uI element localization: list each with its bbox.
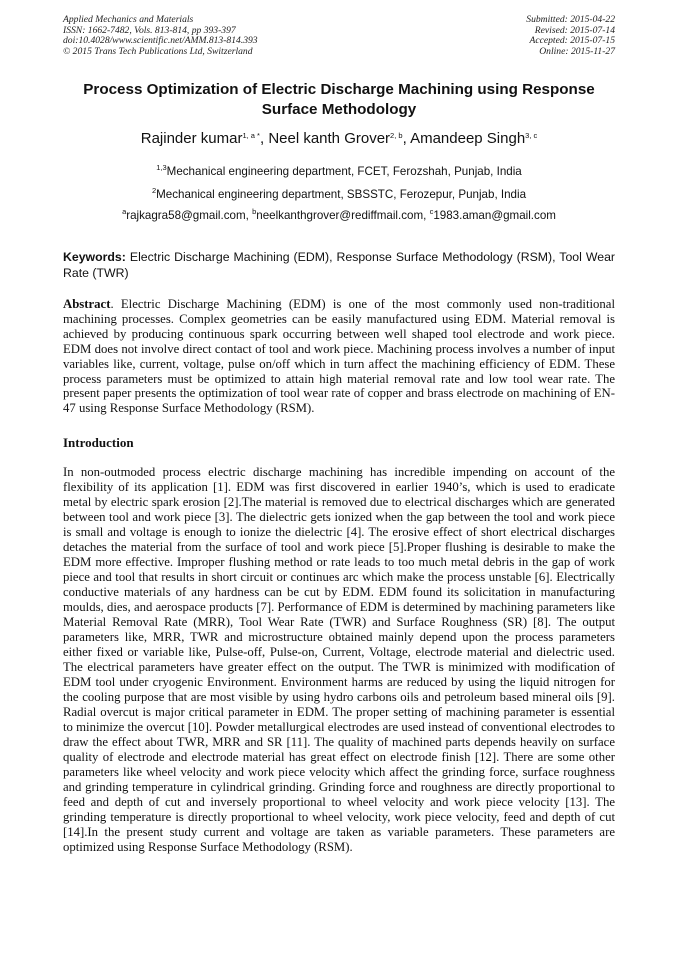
introduction-paragraph: In non-outmoded process electric discharge machining has incredible impending on account of the flexibility of its application [1]. EDM was first discovered in earlier 1940’s, which is used to eradicate metal by electric spark erosion [2].The material is removed due to electrical discharges which are generated between tool and work piece [3]. The dielectric gets ionized when the gap between the tool and work piece is small and voltage is enough to ionize the dielectric [4]. The erosive effect of short electrical discharges detaches the material from the surface of tool and work piece [5].Proper flushing is desirable to make the EDM more effective. Improper flushing method or rate leads to too much metal debris in the gap of work piece and tool that results in short circuit or continues arc which make the process unstable [6]. Electrically conductive materials of any hardness can be cut by EDM. EDM found its solicitation in manufacturing moulds, dies, and aerospace products [7]. Performance of EDM is determined by machining parameters like Material Removal Rate (MRR), Tool Wear Rate (TWR) and Surface Roughness (SR) [8]. The output parameters like, MRR, TWR and microstructure obtained mainly depend upon the process parameters either fixed or variable like, Pulse-off, Pulse-on, Current, Voltage, electrode material and dielectric used. The electrical parameters have greater effect on the output. The TWR is minimized with modification of EDM tool under cryogenic Environment. Environment harms are reduced by using the liquid nitrogen for the cooling purpose that are most visible by using hydro carbons oils and petroleum based mineral oils [9]. Radial overcut is major critical parameter in EDM. The proper setting of machining parameter is essential to minimize the overcut [10]. Powder metallurgical electrodes are used instead of conventional electrodes to draw the effect about TWR, MRR and SR [11]. The quality of machined parts depends heavily on surface quality of electrode and electrode material has great effect on electrode finish [12]. There are some other parameters like wheel velocity and work piece velocity which affect the grinding force, surface roughness and grinding temperature in cylindrical grinding. Grinding force and roughness are directly proportional to feed and depth of cut and inversely proportional to wheel velocity and work piece velocity [13]. The grinding temperature is directly proportional to wheel velocity, work piece velocity, feed and depth of cut [14].In the present study current and voltage are taken as variable parameters. These parameters are optimized using Response Surface Methodology (RSM). xyxy=(63,465,615,854)
abstract xyxy=(63,297,615,416)
online-date: Online: 2015-11-27 xyxy=(539,45,615,57)
publication-dates xyxy=(526,15,615,57)
email-superscript: c xyxy=(429,207,434,216)
revised-date: Revised: 2015-07-14 xyxy=(534,24,615,36)
accepted-date: Accepted: 2015-07-15 xyxy=(529,35,615,47)
author-name: Neel kanth Grover xyxy=(268,130,391,147)
copyright: © 2015 Trans Tech Publications Ltd, Switzerland xyxy=(63,45,253,57)
author-superscript: 1, a * xyxy=(242,131,260,140)
author-superscript: 3, c xyxy=(525,131,538,140)
affiliation-superscript: 2 xyxy=(151,186,157,195)
author-superscript: 2, b xyxy=(390,131,403,140)
keywords-label: Keywords: xyxy=(63,250,126,264)
email-separator: , xyxy=(423,209,430,222)
doi: doi:10.4028/www.scientific.net/AMM.813-814.393 xyxy=(63,35,258,47)
affiliation xyxy=(63,188,615,202)
author-list xyxy=(63,130,615,148)
abstract-text: . Electric Discharge Machining (EDM) is one of the most commonly used non-traditional machining processes. Complex geometries can be easily manufactured using EDM. Material removal is achieved by producing continuous spark occurring between well shaped tool electrode and work piece. EDM does not involve direct contact of tool and work piece. Machining process involves a number of input variables like, current, voltage, pulse on/off which in turn affect the machining efficiency of EDM. These process parameters must be optimized to attain high material removal rate and low tool wear rate. The present paper presents the optimization of tool wear rate of copper and brass electrode on machining of EN-47 using Response Surface Methodology (RSM). xyxy=(63,297,615,416)
email-separator: , xyxy=(245,209,253,222)
paper-title: Process Optimization of Electric Discharge Machining using Response Surface Methodology xyxy=(83,81,595,118)
email-list xyxy=(63,209,615,223)
keywords-text: Electric Discharge Machining (EDM), Response Surface Methodology (RSM), Tool Wear Rate (TWR) xyxy=(63,250,616,280)
affiliation-text: Mechanical engineering department, SBSSTC, Ferozepur, Punjab, India xyxy=(156,188,527,201)
email-superscript: a xyxy=(122,207,127,216)
author-name: Rajinder kumar xyxy=(140,130,243,147)
affiliation xyxy=(63,165,615,179)
email-address[interactable]: neelkanthgrover@rediffmail.com xyxy=(256,209,424,222)
email-address[interactable]: 1983.aman@gmail.com xyxy=(433,209,556,222)
affiliation-superscript: 1,3 xyxy=(156,163,167,172)
journal-name: Applied Mechanics and Materials xyxy=(63,14,194,25)
author-name: Amandeep Singh xyxy=(410,130,526,147)
author-separator: , xyxy=(259,130,269,147)
author-separator: , xyxy=(402,130,411,147)
email-address[interactable]: rajkagra58@gmail.com xyxy=(126,209,246,222)
affiliation-text: Mechanical engineering department, FCET, Ferozshah, Punjab, India xyxy=(166,165,522,178)
abstract-label: Abstract xyxy=(63,297,111,311)
journal-info xyxy=(63,15,258,57)
issn: ISSN: 1662-7482, Vols. 813-814, pp 393-397 xyxy=(63,24,236,36)
introduction-heading: Introduction xyxy=(63,435,134,450)
keywords xyxy=(63,250,615,281)
submitted-date: Submitted: 2015-04-22 xyxy=(526,14,615,25)
email-superscript: b xyxy=(252,207,257,216)
